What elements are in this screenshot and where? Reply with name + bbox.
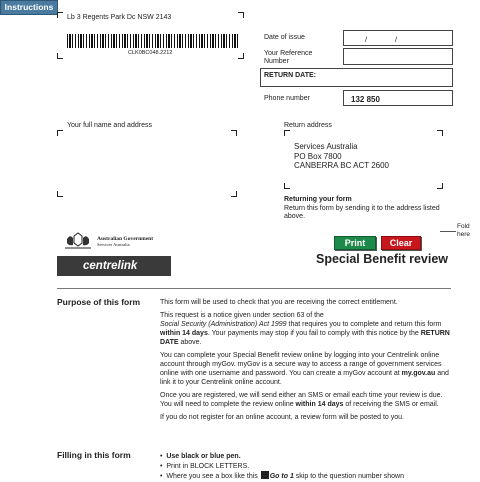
barcode <box>67 34 239 48</box>
gov-wordmark <box>97 236 153 247</box>
deadline-emphasis: within 14 days <box>295 401 344 408</box>
purpose-paragraph: This form will be used to check that you are receiving the correct entitlement. <box>160 299 398 306</box>
return-address-line: Services Australia <box>294 142 358 151</box>
fold-label <box>457 223 470 238</box>
bullet-text: skip to the question number shown <box>293 473 404 480</box>
go-to-example: Go to 1 <box>269 473 294 480</box>
address-window-corner <box>238 12 244 18</box>
purpose-paragraph <box>160 391 452 409</box>
phone-label: Phone number <box>264 95 310 102</box>
text-run: above. <box>178 339 202 346</box>
text-run: . Your payments may stop if you fail to comply with this notice by the <box>207 330 421 337</box>
print-button[interactable]: Print <box>334 236 376 250</box>
return-address-corner <box>284 183 290 189</box>
return-date-emphasis: RETURN DATE <box>160 330 450 346</box>
address-window-corner <box>57 53 63 59</box>
filling-heading: Filling in this form <box>57 450 131 460</box>
text-run: This request is a notice given under section 63 of the <box>160 312 324 319</box>
clear-button[interactable]: Clear <box>381 236 421 250</box>
return-date-label: RETURN DATE: <box>264 72 316 79</box>
name-address-field[interactable] <box>60 134 232 192</box>
return-address-line: CANBERRA BC ACT 2600 <box>294 161 390 170</box>
reference-label-line: Your Reference <box>264 50 313 57</box>
gov-name: Australian Government <box>97 236 154 242</box>
bullet-item: • Print in BLOCK LETTERS. <box>160 462 250 470</box>
return-address-line: PO Box 7800 <box>294 151 342 161</box>
bullet-item: • Use black or blue pen. <box>160 453 241 460</box>
purpose-body <box>160 298 452 426</box>
bullet-text: Use black or blue pen. <box>166 453 241 460</box>
section-divider <box>57 288 451 289</box>
purpose-heading: Purpose of this form <box>57 297 141 307</box>
address-window-corner <box>238 53 244 59</box>
act-name: Social Security (Administration) Act 1999 <box>160 321 287 328</box>
fold-line <box>440 231 456 232</box>
postal-line: Lb 3 Regents Park Dc NSW 2143 <box>67 14 172 21</box>
purpose-paragraph <box>160 311 452 347</box>
bullet-text: Where you see a box like this <box>166 473 258 480</box>
filling-bullets <box>160 452 460 482</box>
text-run: Once you are registered, we will send either an SMS or email each time your review is due. You will need to complete the review online <box>160 392 443 408</box>
name-address-label: Your full name and address <box>67 122 152 129</box>
date-of-issue-label: Date of issue <box>264 34 305 41</box>
agency-name: Services Australia <box>97 242 130 247</box>
skip-arrow-icon <box>261 471 269 479</box>
bullet-item: • Where you see a box like this Go to 1 skip to the question number shown <box>160 473 404 480</box>
return-address-lines <box>294 142 389 171</box>
text-run: that requires you to complete and return this form <box>286 321 442 328</box>
bullet-text: Print in BLOCK LETTERS. <box>166 462 250 470</box>
centrelink-logo: centrelink <box>57 256 171 276</box>
phone-number-value: 132 850 <box>351 95 380 104</box>
date-slash: / <box>395 35 398 44</box>
reference-label-line: Number <box>264 58 289 65</box>
return-address-corner <box>284 130 290 136</box>
return-address-label: Return address <box>284 122 332 129</box>
fold-label-line: here <box>457 230 471 238</box>
returning-text: Return this form by sending it to the address listed above. <box>284 204 440 220</box>
reference-number-field[interactable] <box>343 48 453 65</box>
purpose-paragraph <box>160 351 452 387</box>
fold-label-line: Fold <box>457 223 470 230</box>
barcode-code: CLK0BC048.2212 <box>128 50 173 56</box>
date-slash: / <box>365 35 368 44</box>
reference-label <box>264 50 312 66</box>
return-address-corner <box>437 130 443 136</box>
date-of-issue-field[interactable] <box>343 30 453 46</box>
return-address-corner <box>437 183 443 189</box>
instructions-button[interactable]: Instructions <box>0 0 58 15</box>
purpose-paragraph: If you do not register for an online account, a review form will be posted to you. <box>160 414 404 421</box>
text-run: You can complete your Special Benefit review online by logging into your Centrelink online account through myGov. myGov is a secure way to access a range of government services online with one username and password. You can create a myGov account at <box>160 352 442 377</box>
text-run: of receiving the SMS or email. <box>343 401 439 408</box>
text-run: and link it to your Centrelink online account. <box>160 370 449 386</box>
form-title: Special Benefit review <box>316 252 449 266</box>
deadline-emphasis: within 14 days <box>160 330 208 337</box>
mygov-link[interactable]: my.gov.au <box>401 370 436 377</box>
coat-of-arms-icon <box>63 231 93 251</box>
returning-note <box>284 196 444 222</box>
returning-heading: Returning your form <box>284 196 352 203</box>
address-window-corner <box>57 12 63 18</box>
